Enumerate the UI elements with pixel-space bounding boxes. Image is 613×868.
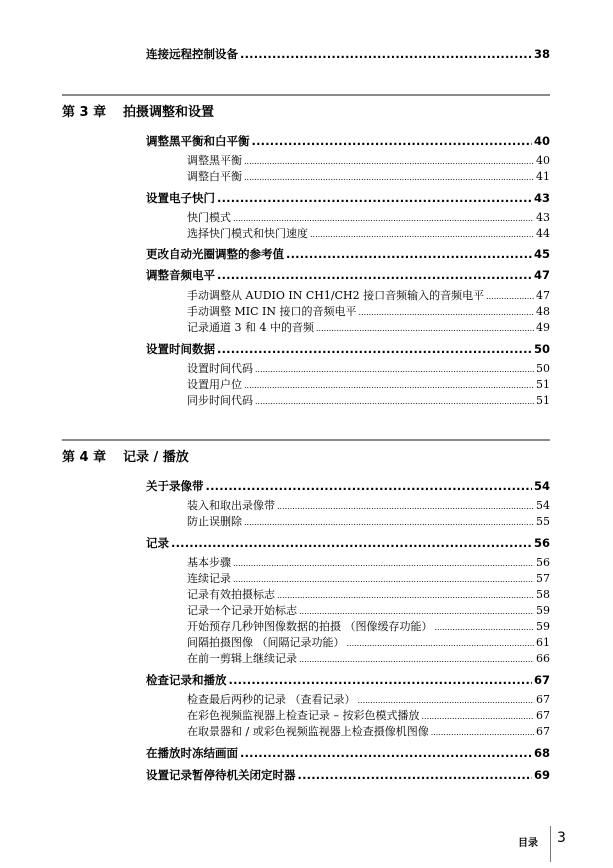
toc-subentry[interactable] bbox=[187, 303, 550, 318]
leader-dots bbox=[435, 623, 535, 632]
toc-entry-title: 记录 bbox=[146, 536, 169, 550]
toc-entry-title: 连接远程控制设备 bbox=[146, 47, 238, 61]
toc-entry-title: 调整黑平衡和白平衡 bbox=[146, 134, 250, 148]
toc-entry-title: 设置时间数据 bbox=[146, 342, 215, 356]
toc-subentry[interactable] bbox=[187, 650, 550, 665]
toc-entry[interactable] bbox=[146, 341, 550, 357]
chapter-heading bbox=[62, 446, 189, 465]
toc-subentry-title: 开始预存几秒钟图像数据的拍摄 （图像缓存功能） bbox=[187, 620, 433, 633]
toc-subentry-page: 59 bbox=[536, 604, 550, 617]
toc-entry[interactable] bbox=[146, 46, 550, 62]
toc-subentry-title: 手动调整从 AUDIO IN CH1/CH2 接口音频输入的音频电平 bbox=[187, 289, 485, 302]
toc-entry[interactable] bbox=[146, 767, 550, 783]
chapter-heading bbox=[62, 101, 214, 120]
toc-entry-page: 54 bbox=[533, 479, 550, 493]
toc-subentry-title: 设置时间代码 bbox=[187, 362, 253, 375]
toc-subentry-title: 记录有效拍摄标志 bbox=[187, 588, 275, 601]
toc-subentry-title: 防止误删除 bbox=[187, 515, 242, 528]
leader-dots bbox=[299, 655, 534, 664]
leader-dots bbox=[244, 518, 534, 527]
toc-subentry-title: 调整白平衡 bbox=[187, 170, 242, 183]
toc-subentry[interactable] bbox=[187, 691, 550, 706]
leader-dots bbox=[240, 746, 532, 760]
leader-dots bbox=[358, 696, 535, 705]
toc-subentry-title: 间隔拍摄图像 （间隔记录功能） bbox=[187, 636, 345, 649]
toc-subentry-title: 检查最后两秒的记录 （查看记录） bbox=[187, 693, 356, 706]
toc-subentry[interactable] bbox=[187, 618, 550, 633]
chapter-number: 第 4 章 bbox=[62, 450, 107, 465]
toc-subentry[interactable] bbox=[187, 554, 550, 569]
toc-entry[interactable] bbox=[146, 745, 550, 761]
leader-dots bbox=[255, 397, 534, 406]
toc-subentry-page: 67 bbox=[536, 725, 550, 738]
footer-divider bbox=[550, 826, 551, 862]
toc-entry-page: 47 bbox=[533, 268, 550, 282]
leader-dots bbox=[252, 134, 532, 148]
leader-dots bbox=[171, 536, 532, 550]
toc-subentry[interactable] bbox=[187, 707, 550, 722]
leader-dots bbox=[244, 381, 534, 390]
toc-entry-title: 调整音频电平 bbox=[146, 268, 215, 282]
leader-dots bbox=[244, 173, 534, 182]
leader-dots bbox=[244, 157, 534, 166]
toc-subentry-page: 61 bbox=[536, 636, 550, 649]
toc-subentry[interactable] bbox=[187, 586, 550, 601]
toc-subentry-page: 40 bbox=[536, 154, 550, 167]
toc-subentry-page: 43 bbox=[536, 211, 550, 224]
toc-entry-page: 40 bbox=[533, 134, 550, 148]
toc-entry[interactable] bbox=[146, 246, 550, 262]
toc-subentry-page: 67 bbox=[536, 693, 550, 706]
toc-subentry-page: 49 bbox=[536, 321, 550, 334]
toc-entry[interactable] bbox=[146, 535, 550, 551]
toc-subentry[interactable] bbox=[187, 225, 550, 240]
toc-entry-page: 45 bbox=[533, 247, 550, 261]
toc-entry-page: 38 bbox=[533, 47, 550, 61]
toc-entry[interactable] bbox=[146, 672, 550, 688]
toc-subentry-page: 51 bbox=[536, 394, 550, 407]
leader-dots bbox=[233, 575, 534, 584]
toc-subentry[interactable] bbox=[187, 513, 550, 528]
toc-subentry[interactable] bbox=[187, 634, 550, 649]
toc-subentry[interactable] bbox=[187, 152, 550, 167]
toc-subentry-page: 44 bbox=[536, 227, 550, 240]
toc-entry[interactable] bbox=[146, 267, 550, 283]
leader-dots bbox=[286, 247, 532, 261]
toc-subentry-page: 51 bbox=[536, 378, 550, 391]
leader-dots bbox=[217, 268, 532, 282]
toc-subentry-page: 59 bbox=[536, 620, 550, 633]
toc-subentry-title: 同步时间代码 bbox=[187, 394, 253, 407]
leader-dots bbox=[299, 607, 534, 616]
toc-entry-page: 67 bbox=[533, 673, 550, 687]
toc-entry-page: 56 bbox=[533, 536, 550, 550]
toc-subentry-title: 设置用户位 bbox=[187, 378, 242, 391]
footer-section-label: 目录 bbox=[518, 838, 538, 849]
leader-dots bbox=[277, 502, 534, 511]
toc-subentry-title: 装入和取出录像带 bbox=[187, 499, 275, 512]
toc-subentry-page: 50 bbox=[536, 362, 550, 375]
leader-dots bbox=[298, 768, 532, 782]
leader-dots bbox=[229, 673, 532, 687]
leader-dots bbox=[277, 591, 534, 600]
toc-entry-title: 设置电子快门 bbox=[146, 191, 215, 205]
toc-subentry-title: 快门模式 bbox=[187, 211, 231, 224]
toc-entry-page: 43 bbox=[533, 191, 550, 205]
toc-subentry-title: 调整黑平衡 bbox=[187, 154, 242, 167]
chapter-title: 记录 / 播放 bbox=[123, 450, 189, 465]
leader-dots bbox=[316, 324, 534, 333]
toc-subentry-page: 57 bbox=[536, 572, 550, 585]
toc-subentry-page: 55 bbox=[536, 515, 550, 528]
leader-dots bbox=[422, 712, 535, 721]
toc-entry[interactable] bbox=[146, 190, 550, 206]
leader-dots bbox=[217, 191, 532, 205]
chapter-title: 拍摄调整和设置 bbox=[123, 105, 215, 120]
toc-subentry-page: 54 bbox=[536, 499, 550, 512]
toc-entry[interactable] bbox=[146, 478, 550, 494]
leader-dots bbox=[431, 728, 534, 737]
leader-dots bbox=[347, 639, 535, 648]
toc-subentry-page: 66 bbox=[536, 652, 550, 665]
toc-subentry[interactable] bbox=[187, 497, 550, 512]
toc-subentry-title: 在彩色视频监视器上检查记录 – 按彩色模式播放 bbox=[187, 709, 420, 722]
leader-dots bbox=[206, 479, 532, 493]
page-number: 3 bbox=[557, 830, 566, 846]
chapter-rule bbox=[62, 94, 550, 96]
toc-entry-page: 69 bbox=[533, 768, 550, 782]
leader-dots bbox=[217, 342, 532, 356]
toc-entry-title: 设置记录暂停待机关闭定时器 bbox=[146, 768, 296, 782]
toc-entry-title: 关于录像带 bbox=[146, 479, 204, 493]
toc-subentry[interactable] bbox=[187, 209, 550, 224]
toc-subentry-title: 基本步骤 bbox=[187, 556, 231, 569]
toc-subentry-title: 手动调整 MIC IN 接口的音频电平 bbox=[187, 305, 357, 318]
chapter-rule bbox=[62, 439, 550, 441]
toc-subentry-title: 记录通道 3 和 4 中的音频 bbox=[187, 321, 314, 334]
leader-dots bbox=[255, 365, 534, 374]
toc-entry[interactable] bbox=[146, 133, 550, 149]
toc-subentry-page: 67 bbox=[536, 709, 550, 722]
toc-subentry[interactable] bbox=[187, 602, 550, 617]
toc-subentry-title: 连续记录 bbox=[187, 572, 231, 585]
leader-dots bbox=[358, 308, 534, 317]
toc-subentry[interactable] bbox=[187, 392, 550, 407]
leader-dots bbox=[233, 214, 534, 223]
toc-subentry[interactable] bbox=[187, 570, 550, 585]
toc-subentry-page: 56 bbox=[536, 556, 550, 569]
toc-subentry[interactable] bbox=[187, 360, 550, 375]
toc-entry-page: 68 bbox=[533, 746, 550, 760]
toc-subentry-page: 47 bbox=[536, 289, 550, 302]
toc-subentry-page: 58 bbox=[536, 588, 550, 601]
toc-subentry[interactable] bbox=[187, 376, 550, 391]
toc-subentry-title: 记录一个记录开始标志 bbox=[187, 604, 297, 617]
toc-subentry[interactable] bbox=[187, 287, 550, 302]
leader-dots bbox=[486, 292, 534, 301]
toc-entry-title: 更改自动光圈调整的参考值 bbox=[146, 247, 284, 261]
toc-entry-page: 50 bbox=[533, 342, 550, 356]
leader-dots bbox=[310, 230, 534, 239]
toc-subentry[interactable] bbox=[187, 168, 550, 183]
toc-subentry-page: 41 bbox=[536, 170, 550, 183]
toc-entry-title: 检查记录和播放 bbox=[146, 673, 227, 687]
toc-subentry-page: 48 bbox=[536, 305, 550, 318]
toc-subentry-title: 在前一剪辑上继续记录 bbox=[187, 652, 297, 665]
toc-subentry[interactable] bbox=[187, 723, 550, 738]
chapter-number: 第 3 章 bbox=[62, 105, 107, 120]
leader-dots bbox=[240, 47, 532, 61]
toc-subentry[interactable] bbox=[187, 319, 550, 334]
toc-subentry-title: 在取景器和 / 或彩色视频监视器上检查摄像机图像 bbox=[187, 725, 429, 738]
toc-entry-title: 在播放时冻结画面 bbox=[146, 746, 238, 760]
toc-subentry-title: 选择快门模式和快门速度 bbox=[187, 227, 308, 240]
leader-dots bbox=[233, 559, 534, 568]
